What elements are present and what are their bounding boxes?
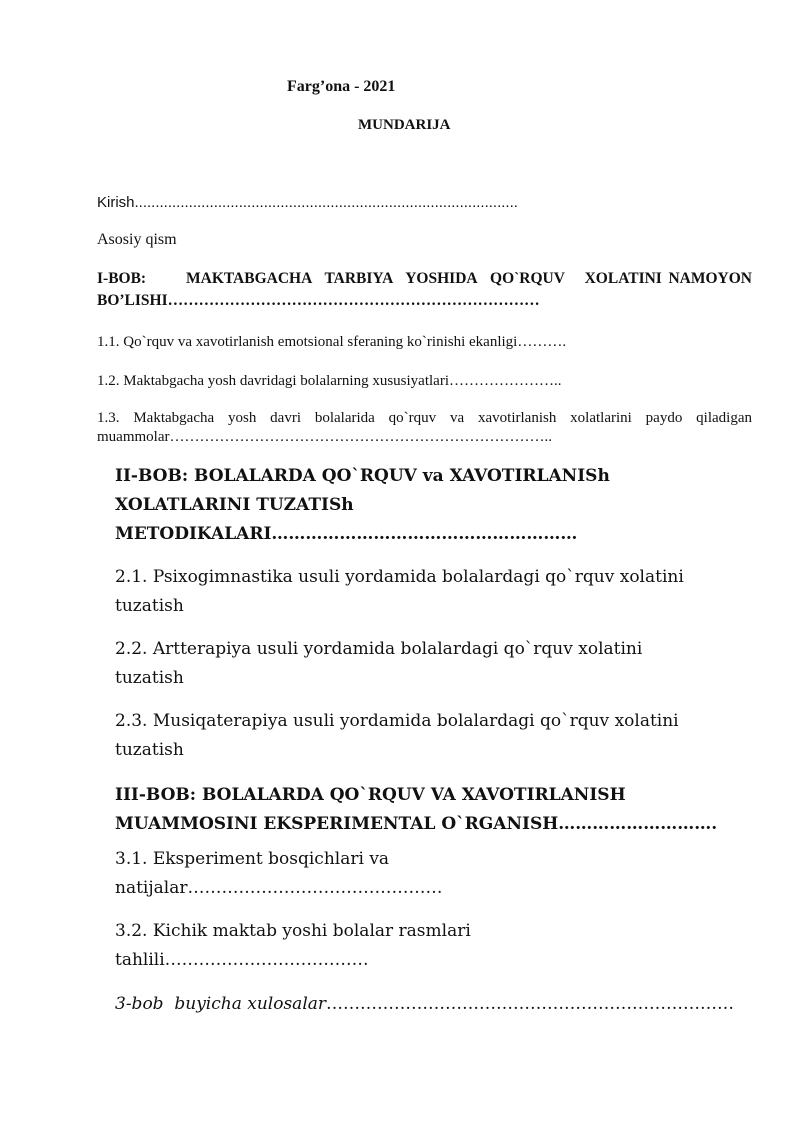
toc-section-3-1-line-1: 3.1. Eksperiment bosqichlari va	[115, 849, 390, 869]
toc-section-1-1: 1.1. Qo`rquv va xavotirlanish emotsional sferaning ko`rinishi ekanligi……….	[97, 334, 567, 350]
toc-chapter-2	[115, 462, 755, 549]
toc-section-3-1	[115, 845, 755, 903]
toc-chapter-2-line-1: II-BOB: BOLALARDA QO`RQUV va XAVOTIRLANISh	[115, 466, 610, 486]
toc-section-3-2-line-2: tahlili………………………………	[115, 950, 369, 970]
toc-section-3-2	[115, 917, 755, 975]
toc-section-3-2-line-1: 3.2. Kichik maktab yoshi bolalar rasmlari	[115, 921, 471, 941]
toc-section-2-2: 2.2. Artterapiya usuli yordamida bolalardagi qo`rquv xolatini tuzatish	[115, 639, 643, 688]
toc-item-kirish: Kirish............................................................................................	[97, 194, 518, 211]
toc-item-asosiy: Asosiy qism	[97, 231, 177, 248]
toc-chapter-2-line-2: XOLATLARINI TUZATISh	[115, 495, 354, 515]
toc-section-2-1: 2.1. Psixogimnastika usuli yordamida bolalardagi qo`rquv xolatini tuzatish	[115, 567, 684, 616]
city-year: Farg’ona - 2021	[287, 78, 396, 95]
toc-conclusion-dots: ………………………………………………………………	[326, 994, 735, 1014]
toc-chapter-2-line-3: METODIKALARI………………………………………………	[115, 524, 578, 544]
toc-section-2-3: 2.3. Musiqaterapiya usuli yordamida bolalardagi qo`rquv xolatini tuzatish	[115, 711, 679, 760]
toc-chapter-3	[115, 781, 755, 839]
toc-chapter-3-line-2: MUAMMOSINI EKSPERIMENTAL O`RGANISH……………………….	[115, 814, 718, 834]
toc-section-3-1-line-2: natijalar………………………………………	[115, 878, 443, 898]
toc-section-1-3: 1.3. Maktabgacha yosh davri bolalarida qo`rquv va xavotirlanish xolatlarini paydo qiladigan muammolar…………………………………………………………………..	[97, 410, 752, 445]
page-title: MUNDARIJA	[358, 117, 451, 133]
toc-conclusion	[115, 990, 755, 1019]
toc-chapter-1: I-BOB: MAKTABGACHA TARBIYA YOSHIDA QO`RQUV XOLATINI NAMOYON BO’LISHI………………………………………………………………	[97, 270, 756, 309]
toc-chapter-3-line-1: III-BOB: BOLALARDA QO`RQUV VA XAVOTIRLANISH	[115, 785, 626, 805]
toc-section-1-2: 1.2. Maktabgacha yosh davridagi bolalarning xususiyatlari…………………..	[97, 373, 562, 389]
toc-conclusion-label: 3-bob buyicha xulosalar	[115, 994, 327, 1014]
